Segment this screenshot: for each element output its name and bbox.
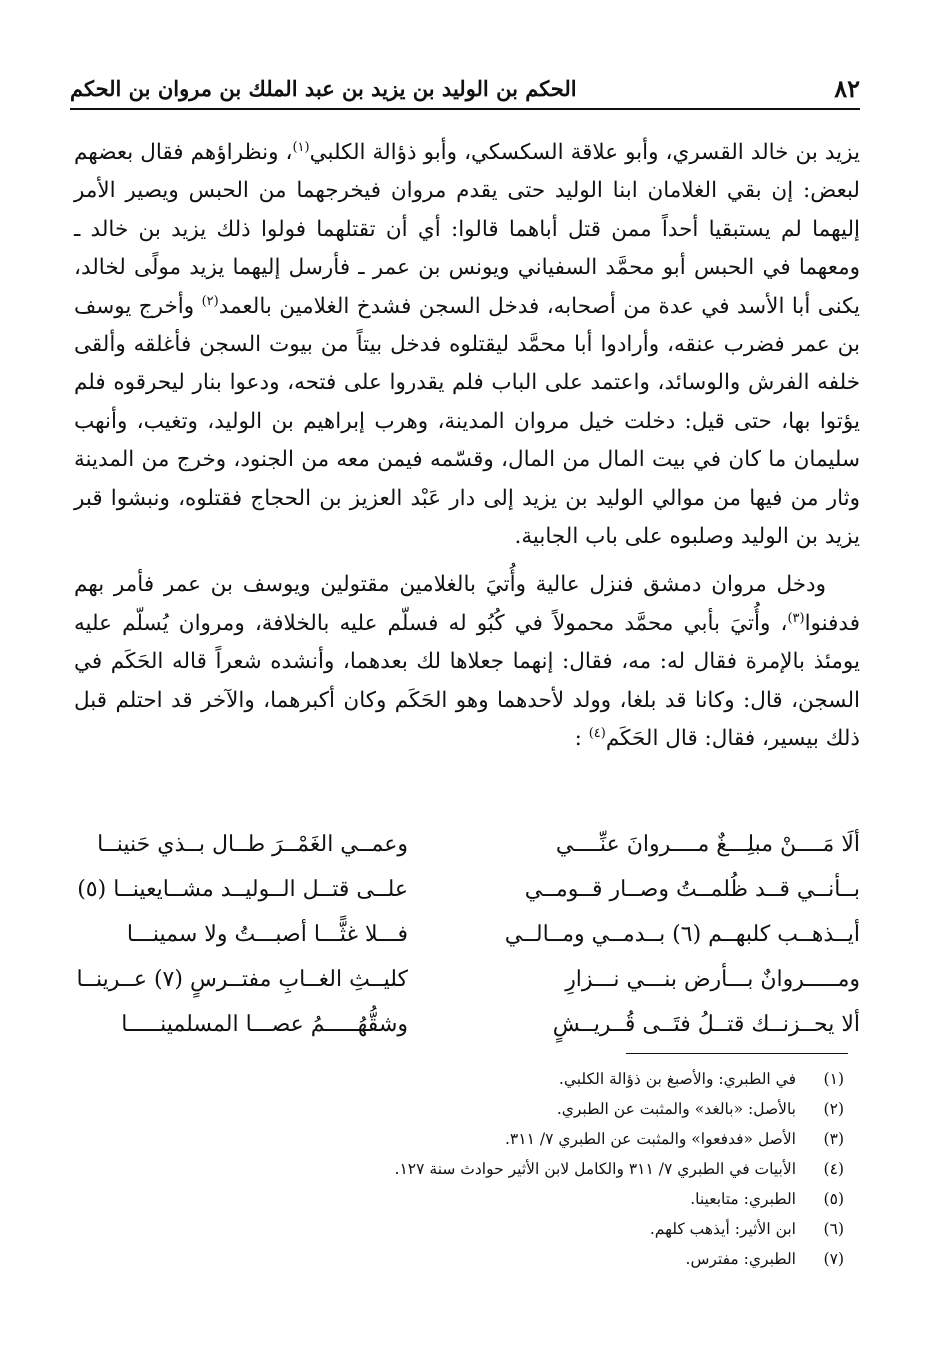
- paragraph-1: [74, 134, 860, 556]
- running-title: الحكم بن الوليد بن يزيد بن عبد الملك بن مروان بن الحكم: [70, 76, 577, 101]
- verse-first-hemistich: أيــذهــب كلبهــم (٦) بــدمــي ومــالــي: [504, 922, 860, 947]
- poem-verse: [78, 1002, 860, 1047]
- footnotes: [250, 1064, 844, 1274]
- paragraph-1-part-c: وأخرج يوسف بن عمر فضرب عنقه، وأرادوا أبا محمَّد ليقتلوه فدخل بيتاً من بيوت السجن فأغلقه وألقى خلفه الفرش والوسائد، واعتمد على الباب فلم يقدروا على فتحه، ودعوا بنار ليحرقوه فلم يؤتوا بها، حتى قيل: دخلت خيل مروان المدينة، وهرب إبراهيم بن الوليد، وتغيب، وأنهب سليمان ما كان في بيت المال من المال، وقسّمه فيمن معه من الجنود، وخرج من المدينة وثار من فيها من موالي الوليد بن يزيد إلى دار عَبْد العزيز بن الحجاج فقتلوه، ونبشوا قبر يزيد بن الوليد وصلبوه على باب الجابية.: [74, 293, 860, 550]
- verse-first-hemistich: بــأنــي قــد ظُلمــتُ وصــار قــومــي: [524, 877, 860, 902]
- verse-first-hemistich: ألَا مَــــنْ مبلِـــغٌ مــــروانَ عنِّــــي: [555, 832, 860, 857]
- verse-second-hemistich: وعمــي الغَمْــرَ طــال بــذي حَنينــا: [97, 832, 408, 857]
- footnote-number: (٤): [823, 1160, 844, 1178]
- verse-second-hemistich: كليــثِ الغــابِ مفتــرسٍ (٧) عــرينــا: [76, 967, 408, 992]
- footnote: [250, 1244, 844, 1274]
- main-text: [74, 134, 860, 759]
- footnote: [250, 1214, 844, 1244]
- footnote-text: الطبري: متابعينا.: [690, 1190, 796, 1208]
- paragraph-2-part-c: :: [574, 726, 589, 752]
- poem-verse: [78, 822, 860, 867]
- footnote-ref-4: (٤): [588, 725, 606, 741]
- paragraph-2-part-a: ودخل مروان دمشق فنزل عالية وأُتيَ بالغلامين مقتولين ويوسف بن عمر فأمر بهم فدفنوا: [74, 572, 860, 636]
- footnote: [250, 1094, 844, 1124]
- paragraph-2: [74, 566, 860, 758]
- footnote-ref-2: (٢): [201, 293, 219, 309]
- page-number: ٨٢: [834, 74, 860, 103]
- footnote-text: الطبري: مفترس.: [685, 1250, 796, 1268]
- footnote-number: (٣): [823, 1130, 844, 1148]
- footnote-text: في الطبري: والأصبغ بن ذؤالة الكلبي.: [558, 1070, 796, 1088]
- footnote: [250, 1154, 844, 1184]
- footnote-number: (٧): [823, 1250, 844, 1268]
- footnote-ref-1: (١): [292, 139, 310, 155]
- footnote-divider: [626, 1053, 848, 1054]
- poem-verse: [78, 957, 860, 1002]
- footnote-text: الأبيات في الطبري ٧/ ٣١١ والكامل لابن الأثير حوادث سنة ١٢٧.: [394, 1160, 796, 1178]
- poem-verse: [78, 867, 860, 912]
- footnote: [250, 1124, 844, 1154]
- footnote-number: (٥): [823, 1190, 844, 1208]
- footnote-text: ابن الأثير: أيذهب كلهم.: [649, 1220, 796, 1238]
- paragraph-1-part-a: يزيد بن خالد القسري، وأبو علاقة السكسكي، وأبو ذؤالة الكلبي: [309, 140, 861, 165]
- poem-verse: [78, 912, 860, 957]
- footnote-text: الأصل «فدفعوا» والمثبت عن الطبري ٧/ ٣١١.: [504, 1130, 796, 1148]
- verse-second-hemistich: وشقُّهُـــــمُ عصـــا المسلمينـــــا: [121, 1012, 408, 1037]
- footnote: [250, 1184, 844, 1214]
- verse-first-hemistich: ألا يحــزنــك قتــلُ فتَــى قُــريــشٍ: [552, 1012, 860, 1037]
- page-header: [70, 72, 860, 110]
- poem: [78, 822, 860, 1047]
- verse-first-hemistich: ومـــــروانٌ بـــأرض بنـــي نـــزارِ: [565, 967, 860, 992]
- footnote-ref-3: (٣): [787, 610, 805, 626]
- footnote-number: (٢): [823, 1100, 844, 1118]
- paragraph-2-part-b: ، وأُتيَ بأبي محمَّد محمولاً في كُبُو له فسلّم عليه بالخلافة، ومروان يُسلّم عليه يومئذ بالإمرة فقال له: مه، فقال: إنهما جعلاها لك بعدهما، وأنشده شعراً قاله الحَكَم في السجن، قال: وكانا قد بلغا، وولد لأحدهما وهو الحَكَم وكان أكبرهما، والآخر قد احتلم قبل ذلك بيسير، فقال: قال الحَكَم: [74, 610, 860, 752]
- footnote-number: (١): [823, 1070, 844, 1088]
- footnote-text: بالأصل: «بالغد» والمثبت عن الطبري.: [556, 1100, 796, 1118]
- paragraph-1-part-b: ، ونظراؤهم فقال بعضهم لبعض: إن بقي الغلامان ابنا الوليد حتى يقدم مروان فيخرجهما من الحبس ويصير الأمر إليهما لم يستبقيا أحداً ممن قتل أباهما قالوا: أي أن تقتلهما فولوا ذلك يزيد بن خالد ـ ومعهما في الحبس أبو محمَّد السفياني ويونس بن عمر ـ فأرسل إليهما يزيد مولًى لخالد، يكنى أبا الأسد في عدة من أصحابه، فدخل السجن فشدخ الغلامين بالعمد: [74, 140, 860, 319]
- footnote-number: (٦): [823, 1220, 844, 1238]
- verse-second-hemistich: فـــلا غثًّـــا أصبـــتُ ولا سمينـــا: [126, 922, 408, 947]
- footnote: [250, 1064, 844, 1094]
- verse-second-hemistich: علــى قتــل الــوليــد مشــايعينــا (٥): [77, 877, 408, 902]
